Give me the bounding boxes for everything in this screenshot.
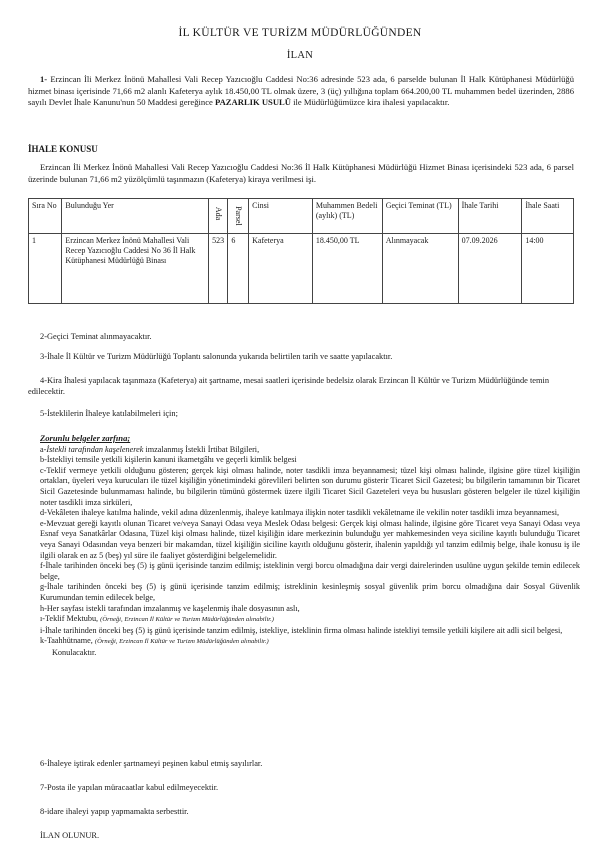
- doc-b: b-İstekliyi temsile yetkili kişilerin kanuni ikametgâhı ve geçerli kimlik belgesi: [40, 455, 297, 465]
- auction-table: [28, 198, 574, 304]
- doc-i: ı-Teklif Mektubu, (Örneği, Erzincan İl Kültür ve Turizm Müdürlüğünden alınabilir.): [40, 614, 274, 624]
- table-header-row: [29, 199, 574, 234]
- doc-f: f-İhale tarihinden önceki beş (5) iş günü içerisinde tanzim edilmiş; isteklinin vergi borcu olmadığına dair vergi dairelerinden usulüne uygun şekilde temin edilecek belge,: [40, 561, 580, 581]
- item-6: 6-İhaleye iştirak edenler şartnameyi peşinen kabul etmiş sayılırlar.: [40, 759, 263, 768]
- table-header: Parsel: [228, 199, 249, 234]
- table-header: Cinsi: [249, 199, 313, 234]
- doc-a: a-İstekli tarafından kaşelenerek imzalanmış İstekli İrtibat Bilgileri,: [40, 444, 260, 454]
- item-3: 3-İhale İl Kültür ve Turizm Müdürlüğü Toplantı salonunda yukarıda belirtilen tarih ve saatte yapılacaktır.: [40, 352, 393, 361]
- table-cell: 07.09.2026: [458, 234, 522, 304]
- table-header: Muhammen Bedeli (aylık) (TL): [312, 199, 382, 234]
- doc-g: g-İhale tarihinden önceki beş (5) iş günü içerisinde tanzim edilmiş; istreklinin kesinleşmiş sosyal güvenlik prim borcu olmadığına dair Sosyal Güvenlik Kurumundan temin edilecek belge,: [40, 582, 580, 602]
- item-5: 5-İsteklilerin İhaleye katılabilmeleri için;: [40, 409, 178, 418]
- intro-paragraph: [28, 74, 574, 109]
- subject-text: Erzincan İli Merkez İnönü Mahallesi Vali Recep Yazıcıoğlu Caddesi No:36 İl Halk Kütüphanesi Müdürlüğü Hizmet Binası içerisindeki 523 ada, 6 parsel üzerinde bulunan 71,66 m2 yüzölçümlü taşınmazın (Kafeterya) kiraya verilmesi işi.: [28, 162, 574, 184]
- doc-c: c-Teklif vermeye yetkili olduğunu gösteren; gerçek kişi olması halinde, noter tasdikli imza beyannamesi; tüzel kişi olması halinde, ilgisine göre tüzel kişiliğin ortakları, üyeleri veya kurucuları ile tüzel kişiliğin yönetimindeki görevlileri belirten son durumu gösterir Ticaret Sicil Gazetesi; bu bilgilerin tamamının bir Ticaret Sicil Gazetesinde bulunmaması halinde, bu bilgilerin tümünü göstermek üzere ilgili Ticaret Sicil Gazeteleri veya bu hususları gösteren belgeler ile tüzel kişiliğin noter tasdikli imza sirküleri,: [40, 465, 580, 507]
- item-2: 2-Geçici Teminat alınmayacaktır.: [40, 332, 152, 341]
- doc-d: d-Vekâleten ihaleye katılma halinde, vekil adına düzenlenmiş, ihaleye katılmaya ilişkin noter tasdikli vekâletname ile vekilin noter tasdikli imza beyannamesi,: [40, 508, 560, 518]
- docs-heading: Zorunlu belgeler zarfına;: [40, 433, 131, 443]
- table-header: Ada: [209, 199, 228, 234]
- table-header: Sıra No: [29, 199, 62, 234]
- required-documents: [40, 433, 580, 658]
- intro-tail: ile Müdürlüğümüzce kira ihalesi yapılacaktır.: [291, 97, 450, 108]
- table-cell: 14:00: [522, 234, 574, 304]
- doc-h: h-Her sayfası istekli tarafından imzalanmış ve kaşelenmiş ihale dosyasının aslı,: [40, 603, 300, 613]
- doc-e: e-Mevzuat gereği kayıtlı olunan Ticaret ve/veya Sanayi Odası veya Meslek Odası belgesi: Gerçek kişi olması halinde, ilgisine göre Ticaret veya Sanayi Odası veya Esnaf veya Sanatkârlar Odasına, Tüzel kişi olması halinde, tüzel kişiliğin idare merkezinin bulunduğu yer mahkemesinden veya siciline kayıtlı bulunduğu Ticaret veya Sanayi Odasından veya benzeri bir makamdan, tüzel kişiliğin siciline kayıtlı olduğunu gösterir, ihalenin yapıldığı yıl tanzim edilmiş belge, ihale konusu iş ile ilgili olarak en az 5 (beş) yıl süre ile faaliyet gösterdiğini belgelemelidir.: [40, 518, 580, 560]
- table-cell: Erzincan Merkez İnönü Mahallesi Vali Recep Yazıcıoğlu Caddesi No 36 İl Halk Kütüphanesi Müdürlüğü Binası: [62, 234, 209, 304]
- doc-k: k-Taahhütname, (Örneği, Erzincan İl Kültür ve Turizm Müdürlüğünden alınabilir.): [40, 636, 269, 646]
- closing-statement: İLAN OLUNUR.: [40, 831, 100, 840]
- subject-heading: İHALE KONUSU: [28, 144, 98, 154]
- table-cell: Kafeterya: [249, 234, 313, 304]
- table-cell: 523: [209, 234, 228, 304]
- table-header: İhale Saati: [522, 199, 574, 234]
- table-header: Bulunduğu Yer: [62, 199, 209, 234]
- document-title: İL KÜLTÜR VE TURİZM MÜDÜRLÜĞÜNDEN: [178, 27, 422, 39]
- doc-j: i-İhale tarihinden önceki beş (5) iş günü içerisinde tanzim edilmiş, istekliye, isteklinin firma olması halinde istekliyi temsile yetkili kişilere ait adli sicil belgesi,: [40, 625, 563, 635]
- table-cell: 18.450,00 TL: [312, 234, 382, 304]
- table-header: İhale Tarihi: [458, 199, 522, 234]
- item-8: 8-idare ihaleyi yapıp yapmamakta serbesttir.: [40, 807, 189, 816]
- table-header: Geçici Teminat (TL): [382, 199, 458, 234]
- table-row: [29, 234, 574, 304]
- intro-bold: PAZARLIK USULÜ: [214, 97, 291, 108]
- table-cell: Alınmayacak: [382, 234, 458, 304]
- item-4: 4-Kira İhalesi yapılacak taşınmaza (Kafeterya) ait şartname, mesai saatleri içerisinde bedelsiz olarak Erzincan İl Kültür ve Turizm Müdürlüğünde temin edilecektir.: [28, 376, 550, 396]
- item-7: 7-Posta ile yapılan müracaatlar kabul edilmeyecektir.: [40, 783, 219, 792]
- document-subtitle: İLAN: [286, 50, 314, 61]
- table-cell: 6: [228, 234, 249, 304]
- intro-text: Erzincan İli Merkez İnönü Mahallesi Vali Recep Yazıcıoğlu Caddesi No:36 adresinde 523 ada, 6 parselde bulunan İl Halk Kütüphanesi Müdürlüğü hizmet binası içerisinde 71,66 m2 alanlı Kafeterya aylık 18.450,00 TL olmak üzere, 3 (üç) yıllığına toplam 664.200,00 TL muhammen bedel üzerinden, 2886 sayılı Devlet İhale Kanunu'nun 50 Maddesi gereğince: [28, 74, 574, 108]
- doc-k-tail: Konulacaktır.: [52, 647, 97, 657]
- intro-number: 1-: [40, 74, 48, 84]
- table-cell: 1: [29, 234, 62, 304]
